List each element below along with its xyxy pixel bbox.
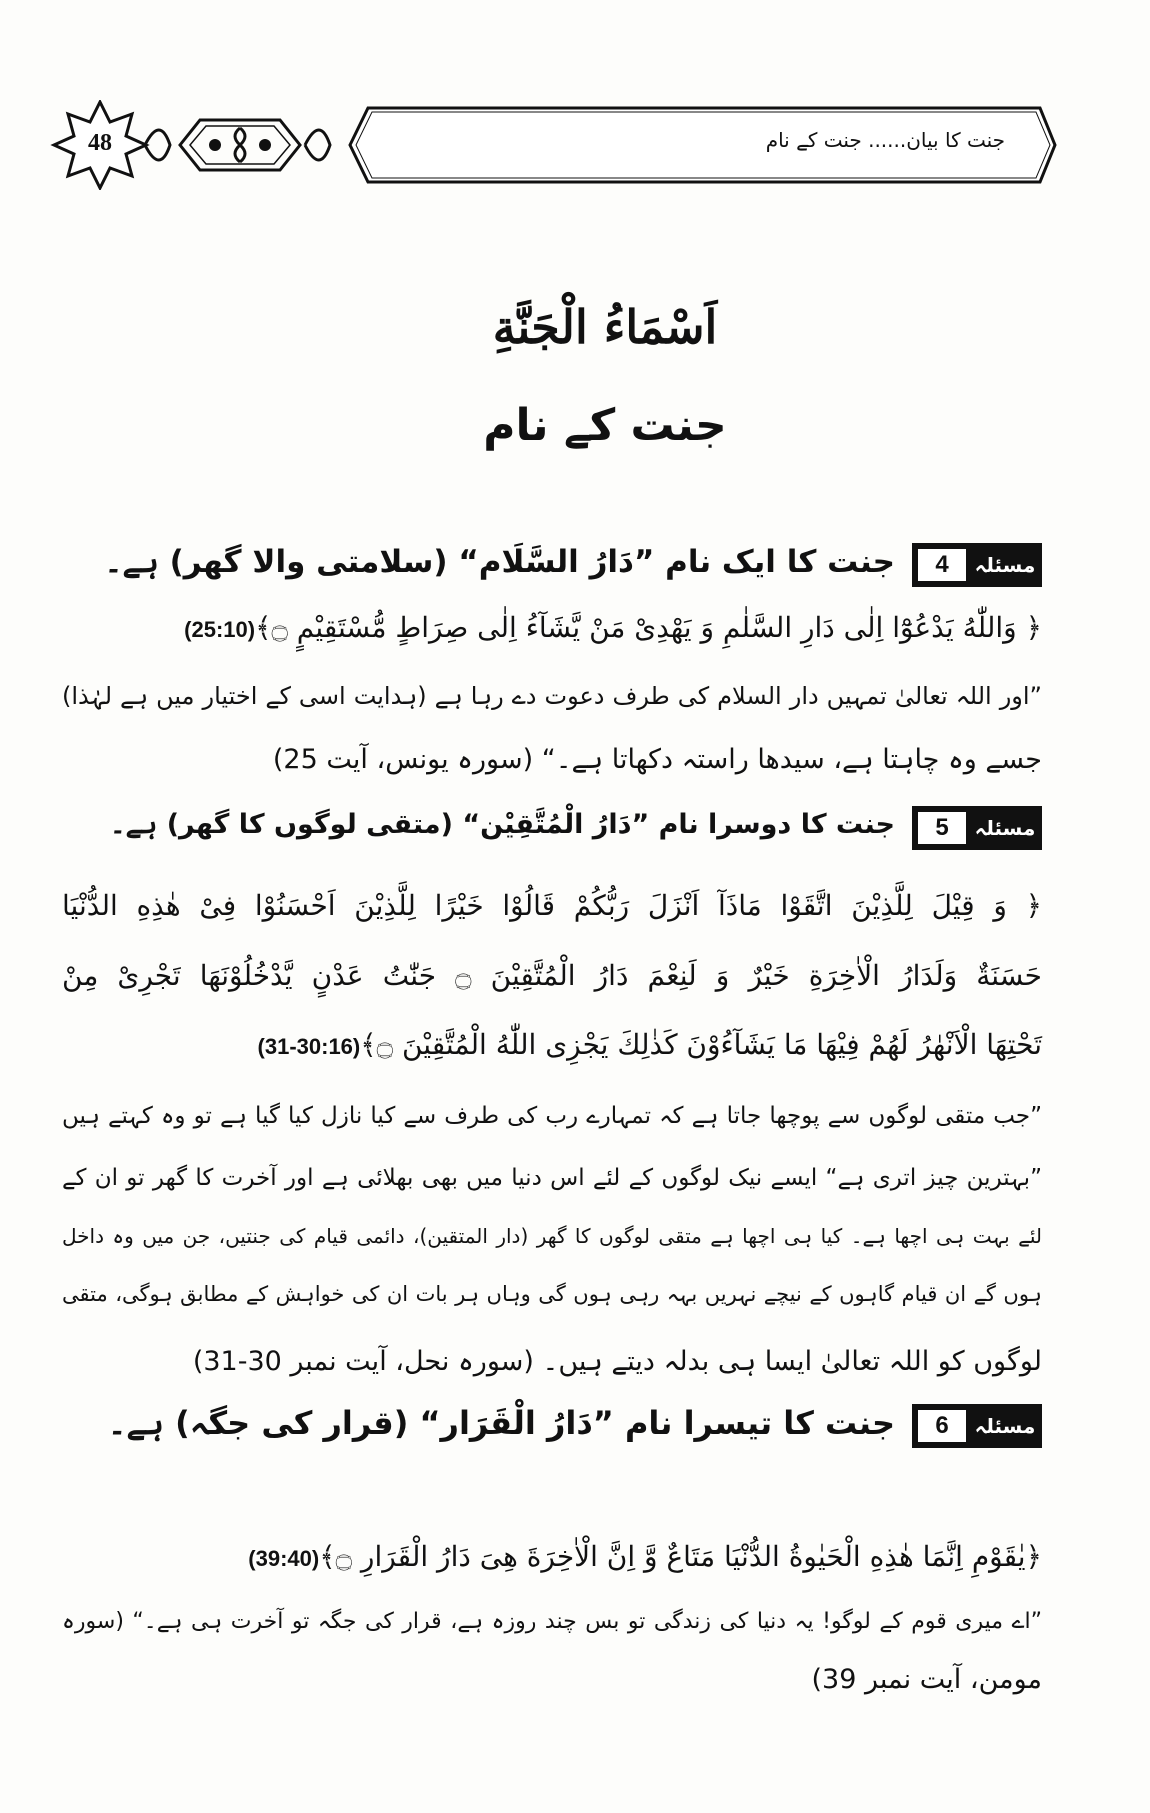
masala-number: 4 xyxy=(918,549,966,581)
ayah-line: ﴿ وَ قِيْلَ لِلَّذِيْنَ اتَّقَوْا مَاذَآ اَنْزَلَ رَبُّكُمْ قَالُوْا خَيْرًا لِلَّذِيْنَ اَحْسَنُوْا فِىْ هٰذِهِ الدُّنْيَا xyxy=(62,889,1042,922)
ayah-reference: (25:10) xyxy=(184,617,256,642)
translation-line: مومن، آیت نمبر 39) xyxy=(811,1664,1042,1695)
chapter-title-urdu: جنت کے نام xyxy=(483,400,727,451)
translation-line: لوگوں کو اللہ تعالیٰ ایسا ہی بدلہ دیتے ہیں۔ (سورہ نحل، آیت نمبر 30-31) xyxy=(192,1346,1042,1377)
running-title: جنت کا بیان...... جنت کے نام xyxy=(765,128,1005,152)
masala-badge xyxy=(912,806,1042,850)
masala-label: مسئلہ xyxy=(974,1414,1036,1438)
ayah-text: ﴿يٰقَوْمِ اِنَّمَا هٰذِهِ الْحَيٰوةُ الدُّنْيَا مَتَاعٌ وَّ اِنَّ الْاٰخِرَةَ هِىَ دَارُ الْقَرَارِ ۝﴾ xyxy=(319,1540,1042,1573)
section-heading: جنت کا دوسرا نام ”دَارُ الْمُتَّقِيْن“ (متقی لوگوں کا گھر) ہے۔ xyxy=(109,809,895,840)
masala-badge xyxy=(912,543,1042,587)
masala-number: 5 xyxy=(918,812,966,844)
masala-number: 6 xyxy=(918,1410,966,1442)
translation-line: ”جب متقی لوگوں سے پوچھا جاتا ہے کہ تمہارے رب کی طرف سے کیا نازل کیا گیا ہے تو وہ کہتے ہیں xyxy=(62,1103,1042,1129)
ayah-line: حَسَنَةٌ وَلَدَارُ الْاٰخِرَةِ خَيْرٌ وَ لَنِعْمَ دَارُ الْمُتَّقِيْنَ ۝ جَنّٰتُ عَدْنٍ يَّدْخُلُوْنَهَا تَجْرِىْ مِنْ xyxy=(62,959,1042,992)
ayah-reference: (31-30:16) xyxy=(257,1034,361,1059)
section-heading: جنت کا تیسرا نام ”دَارُ الْقَرَار“ (قرار کی جگہ) ہے۔ xyxy=(107,1404,895,1442)
translation-line: لئے بہت ہی اچھا ہے۔ کیا ہی اچھا ہے متقی لوگوں کا گھر (دار المتقین)، دائمی قیام کی جنتیں، جن میں وہ داخل xyxy=(62,1224,1042,1248)
ayah-line xyxy=(62,1025,1042,1067)
ayah-line xyxy=(62,608,1042,650)
translation-line: ”اے میری قوم کے لوگو! یہ دنیا کی زندگی تو بس چند روزہ ہے، قرار کی جگہ تو آخرت ہی ہے۔“ (سورہ xyxy=(62,1609,1042,1634)
ayah-text: تَحْتِهَا الْاَنْهٰرُ لَهُمْ فِيْهَا مَا يَشَآءُوْنَ كَذٰلِكَ يَجْزِى اللّٰهُ الْمُتَّقِيْنَ ۝﴾ xyxy=(360,1028,1042,1061)
ayah-reference: (39:40) xyxy=(248,1546,320,1571)
page-header xyxy=(50,100,1060,190)
translation-line: ”اور اللہ تعالیٰ تمہیں دار السلام کی طرف دعوت دے رہا ہے (ہدایت اسی کے اختیار میں ہے لہٰذا) xyxy=(62,682,1042,710)
section-heading: جنت کا ایک نام ”دَارُ السَّلَام“ (سلامتی والا گھر) ہے۔ xyxy=(104,544,895,580)
chapter-title-arabic: اَسْمَاءُ الْجَنَّةِ xyxy=(492,300,718,354)
translation-line: ”بہترین چیز اتری ہے“ ایسے نیک لوگوں کے لئے اس دنیا میں بھی بھلائی ہے اور آخرت کا گھر تو ان کے xyxy=(62,1165,1042,1191)
masala-label: مسئلہ xyxy=(974,816,1036,840)
masala-badge xyxy=(912,1404,1042,1448)
page-number: 48 xyxy=(88,130,112,156)
masala-label: مسئلہ xyxy=(974,553,1036,577)
translation-line: جسے وہ چاہتا ہے، سیدھا راستہ دکھاتا ہے۔“ (سورہ یونس، آیت 25) xyxy=(272,744,1042,775)
ayah-line xyxy=(62,1537,1042,1579)
ayah-text: ﴿ وَاللّٰهُ يَدْعُوْٓا اِلٰى دَارِ السَّلٰمِ وَ يَهْدِىْ مَنْ يَّشَآءُ اِلٰى صِرَاطٍ مُّسْتَقِيْمٍ ۝﴾ xyxy=(255,611,1042,644)
translation-line: ہوں گے ان قیام گاہوں کے نیچے نہریں بہہ رہی ہوں گی وہاں ہر بات ان کی خواہش کے مطابق ہوگی، متقی xyxy=(62,1282,1042,1306)
